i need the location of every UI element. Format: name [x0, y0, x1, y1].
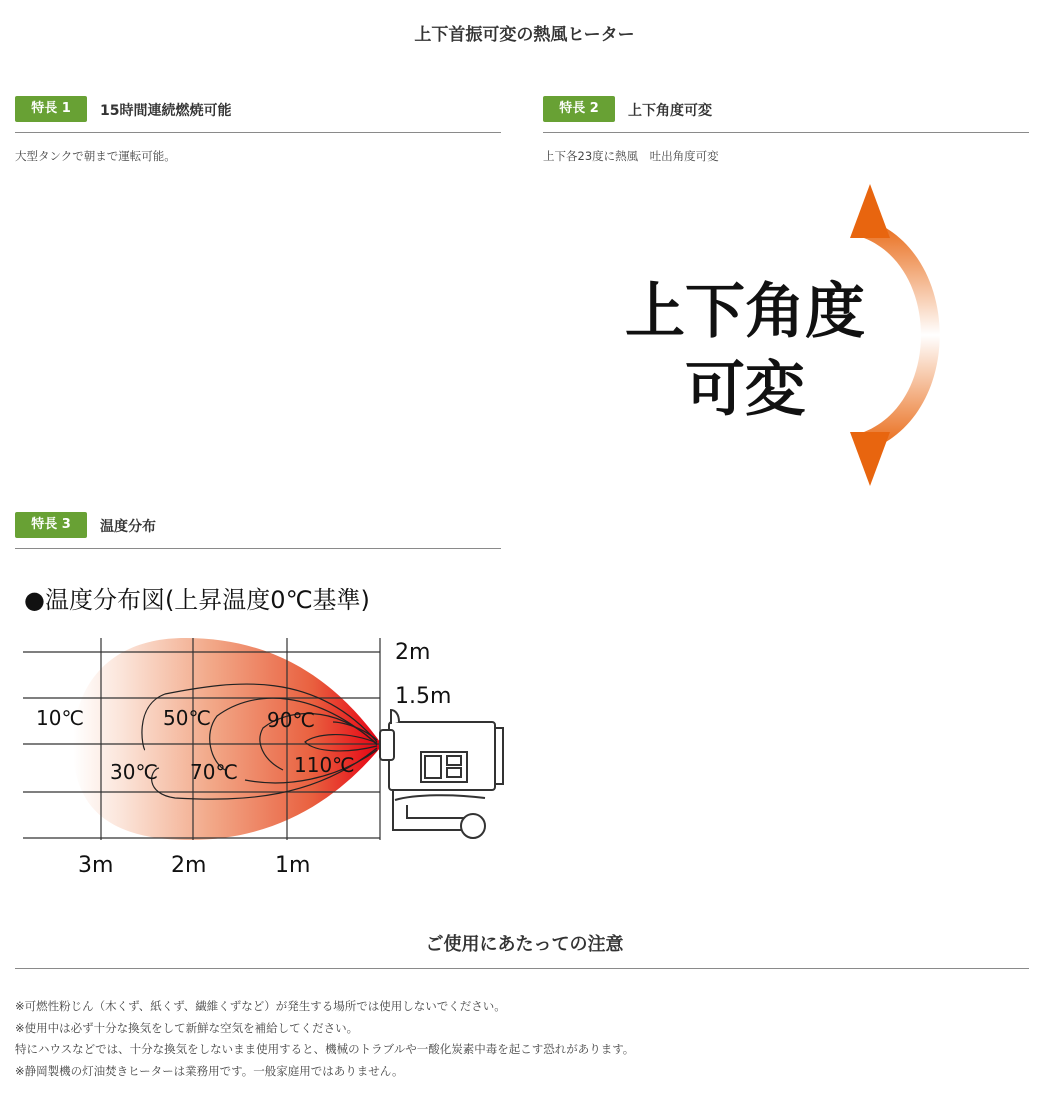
caution-list [15, 996, 634, 1082]
feature-3-title: 温度分布 [100, 519, 156, 535]
caution-item: ※使用中は必ず十分な換気をして新鮮な空気を補給してください。 [15, 1020, 359, 1035]
feature-2-header [543, 96, 1029, 133]
feature-2-title: 上下角度可変 [628, 103, 712, 119]
distance-label-1m: 1m [275, 853, 311, 878]
feature-1-badge: 特長 1 [15, 96, 87, 122]
heater-machine [380, 710, 503, 838]
temperature-chart-title: ●温度分布図(上昇温度0℃基準) [24, 586, 370, 614]
feature-3-header [15, 512, 501, 549]
caution-item: ※可燃性粉じん（木くず、紙くず、繊維くずなど）が発生する場所では使用しないでください。 [15, 999, 506, 1013]
zone-label-110: 110℃ [294, 753, 355, 777]
distance-label-3m: 3m [78, 853, 114, 878]
arrow-head-down [850, 432, 890, 486]
height-label-2m: 2m [395, 640, 431, 665]
feature-1-description: 大型タンクで朝まで運転可能。 [15, 149, 176, 163]
zone-label-30: 30℃ [110, 760, 158, 784]
temperature-distribution-chart [15, 630, 515, 890]
angle-text-line2: 可変 [685, 355, 805, 425]
caution-title: ご使用にあたっての注意 [425, 934, 624, 955]
caution-item: ※静岡製機の灯油焚きヒーターは業務用です。一般家庭用ではありません。 [15, 1063, 404, 1078]
zone-label-10: 10℃ [36, 706, 84, 730]
feature-3-badge: 特長 3 [15, 512, 87, 538]
feature-1-header [15, 96, 501, 133]
zone-label-90: 90℃ [267, 708, 315, 732]
angle-text-line1: 上下角度 [625, 277, 865, 347]
arrow-head-up [850, 184, 890, 238]
height-label-1-5m: 1.5m [395, 684, 452, 709]
page-title: 上下首振可変の熱風ヒーター [414, 25, 635, 45]
distance-label-2m: 2m [171, 853, 207, 878]
zone-label-50: 50℃ [163, 706, 211, 730]
caution-item: 特にハウスなどでは、十分な換気をしないまま使用すると、機械のトラブルや一酸化炭素中毒を起こす恐れがあります。 [15, 1042, 635, 1056]
feature-2-badge: 特長 2 [543, 96, 615, 122]
zone-label-70: 70℃ [190, 760, 238, 784]
heat-plume [73, 638, 380, 840]
feature-1-title: 15時間連続燃焼可能 [100, 103, 232, 119]
caution-divider [15, 968, 1029, 969]
feature-2-description: 上下各23度に熱風 吐出角度可変 [543, 149, 719, 163]
